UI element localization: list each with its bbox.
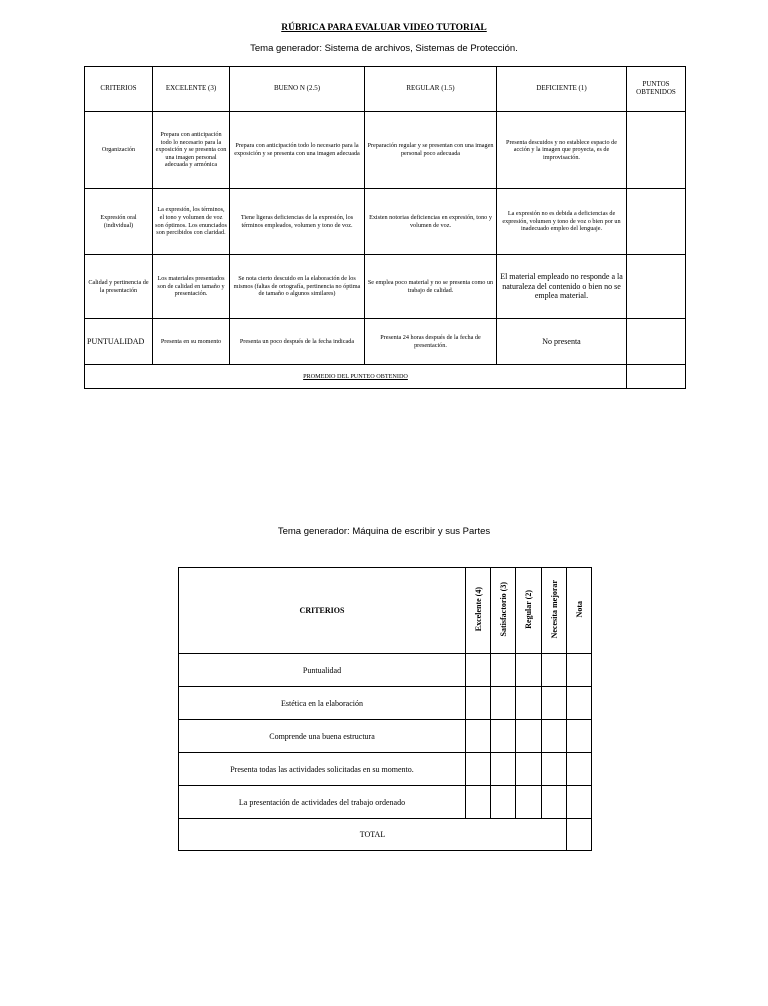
excelente-cell: Los materiales presentados son de calidad en tamaño y presentación. (153, 255, 230, 319)
header-excelente-label: Excelente (4) (473, 587, 483, 632)
header-nota (567, 568, 592, 654)
criterio-cell: Organización (85, 112, 153, 189)
nota-cell[interactable] (567, 654, 592, 687)
score-cell[interactable] (516, 753, 542, 786)
score-cell[interactable] (542, 687, 567, 720)
regular-cell: Se emplea poco material y no se presenta como un trabajo de calidad. (365, 255, 497, 319)
score-cell[interactable] (466, 786, 491, 819)
table-row (179, 720, 592, 753)
rubric-table-video (84, 66, 686, 389)
header-nota-label: Nota (574, 601, 584, 618)
excelente-cell: Prepara con anticipación todo lo necesario para la exposición y se presenta con una imagen personal adecuada y armónica (153, 112, 230, 189)
table-row (179, 753, 592, 786)
bueno-cell: Presenta un poco después de la fecha indicada (230, 319, 365, 365)
criterio-cell: PUNTUALIDAD (85, 319, 153, 365)
nota-cell[interactable] (567, 786, 592, 819)
regular-cell: Preparación regular y se presentan con una imagen personal poco adecuada (365, 112, 497, 189)
subtitle-topic-2: Tema generador: Máquina de escribir y sus Partes (277, 526, 491, 537)
score-cell[interactable] (542, 786, 567, 819)
table-row (179, 687, 592, 720)
score-cell[interactable] (542, 720, 567, 753)
score-cell[interactable] (466, 753, 491, 786)
header-necesita-mejorar-label: Necesita mejorar (549, 580, 559, 639)
rubric1-header-row (85, 67, 686, 112)
deficiente-cell: La expresión no es debida a deficiencias de expresión, volumen y tono de voz o bien por un inadecuado empleo del lenguaje. (497, 189, 627, 255)
table-row (85, 189, 686, 255)
score-cell[interactable] (516, 720, 542, 753)
regular-cell: Existen notorias deficiencias en expresión, tono y volumen de voz. (365, 189, 497, 255)
criterio-cell: Comprende una buena estructura (179, 720, 466, 753)
score-cell[interactable] (491, 786, 516, 819)
header-necesita-mejorar (542, 568, 567, 654)
criterio-cell: Expresión oral (individual) (85, 189, 153, 255)
table-row (85, 319, 686, 365)
score-cell[interactable] (466, 720, 491, 753)
total-value-cell[interactable] (567, 819, 592, 851)
puntos-cell[interactable] (627, 319, 686, 365)
header-regular (516, 568, 542, 654)
header-criterios: CRITERIOS (179, 568, 466, 654)
puntos-cell[interactable] (627, 189, 686, 255)
subtitle-topic-1: Tema generador: Sistema de archivos, Sistemas de Protección. (250, 43, 518, 54)
header-puntos: PUNTOS OBTENIDOS (627, 67, 686, 112)
criterio-cell: Estética en la elaboración (179, 687, 466, 720)
header-excelente (466, 568, 491, 654)
puntos-cell[interactable] (627, 112, 686, 189)
promedio-value-cell[interactable] (627, 365, 686, 389)
regular-cell: Presenta 24 horas después de la fecha de presentación. (365, 319, 497, 365)
score-cell[interactable] (491, 753, 516, 786)
nota-cell[interactable] (567, 687, 592, 720)
header-satisfactorio (491, 568, 516, 654)
nota-cell[interactable] (567, 753, 592, 786)
rubric1-footer-row (85, 365, 686, 389)
footer-promedio: PROMEDIO DEL PUNTEO OBTENIDO (85, 365, 627, 389)
score-cell[interactable] (466, 654, 491, 687)
criterio-cell: Calidad y pertinencia de la presentación (85, 255, 153, 319)
deficiente-cell: Presenta descuidos y no establece espacio de acción y la imagen que proyecta, es de improvisación. (497, 112, 627, 189)
header-deficiente: DEFICIENTE (1) (497, 67, 627, 112)
excelente-cell: La expresión, los términos, el tono y volumen de voz son óptimos. Los enunciados son percibidos con claridad. (153, 189, 230, 255)
criterio-cell: Puntualidad (179, 654, 466, 687)
table-row (85, 255, 686, 319)
table-row (179, 786, 592, 819)
score-cell[interactable] (516, 654, 542, 687)
header-bueno: BUENO N (2.5) (230, 67, 365, 112)
score-cell[interactable] (491, 720, 516, 753)
header-satisfactorio-label: Satisfactorio (3) (498, 582, 508, 637)
nota-cell[interactable] (567, 720, 592, 753)
table-row (179, 654, 592, 687)
total-label: TOTAL (179, 819, 567, 851)
score-cell[interactable] (516, 687, 542, 720)
rubric-table-typewriter (178, 567, 592, 851)
score-cell[interactable] (542, 753, 567, 786)
excelente-cell: Presenta en su momento (153, 319, 230, 365)
total-row (179, 819, 592, 851)
criterio-cell: Presenta todas las actividades solicitadas en su momento. (179, 753, 466, 786)
score-cell[interactable] (542, 654, 567, 687)
score-cell[interactable] (466, 687, 491, 720)
header-criterios: CRITERIOS (85, 67, 153, 112)
table-row (85, 112, 686, 189)
header-excelente: EXCELENTE (3) (153, 67, 230, 112)
score-cell[interactable] (491, 654, 516, 687)
bueno-cell: Se nota cierto descuido en la elaboración de los mismos (faltas de ortografía, pertinencia no óptima de tamaño o algunos similares) (230, 255, 365, 319)
document-title: RÚBRICA PARA EVALUAR VIDEO TUTORIAL (281, 23, 487, 33)
header-regular-label: Regular (2) (524, 590, 533, 629)
bueno-cell: Prepara con anticipación todo lo necesario para la exposición y se presenta con una imagen adecuada (230, 112, 365, 189)
deficiente-cell: No presenta (497, 319, 627, 365)
puntos-cell[interactable] (627, 255, 686, 319)
header-regular: REGULAR (1.5) (365, 67, 497, 112)
score-cell[interactable] (516, 786, 542, 819)
criterio-cell: La presentación de actividades del trabajo ordenado (179, 786, 466, 819)
score-cell[interactable] (491, 687, 516, 720)
bueno-cell: Tiene ligeras deficiencias de la expresión, los términos empleados, volumen y tono de voz. (230, 189, 365, 255)
rubric2-header-row (179, 568, 592, 654)
deficiente-cell: El material empleado no responde a la naturaleza del contenido o bien no se emplea material. (497, 255, 627, 319)
